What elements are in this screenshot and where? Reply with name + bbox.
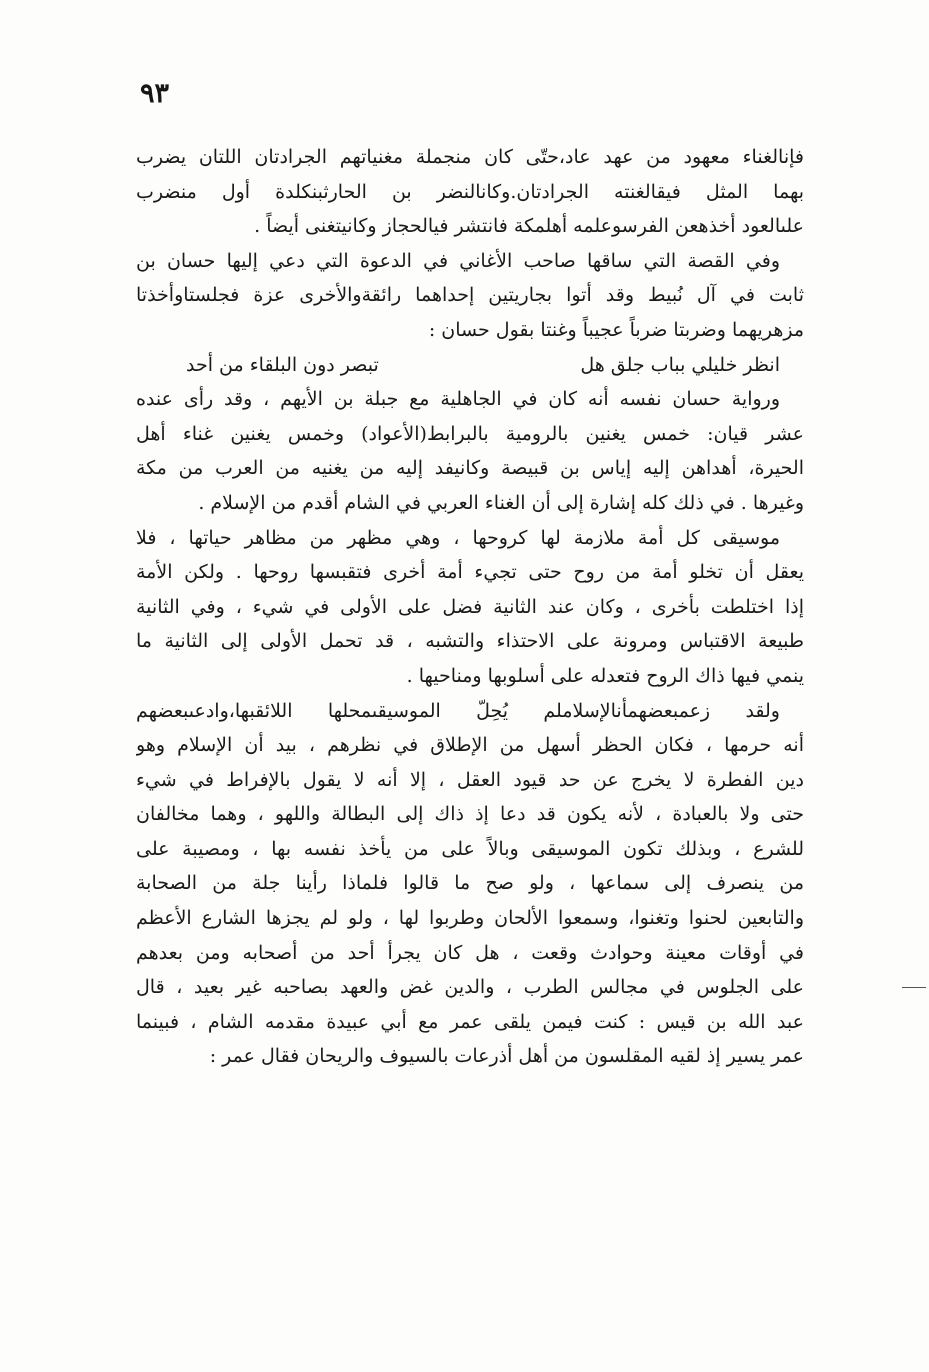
text-line: عبد الله بن قيس : كنت فيمن يلقى عمر مع أبي عبيدة مقدمه الشام ، فبينما bbox=[136, 1010, 804, 1033]
text-line: الحيرة، أهداهن إليه إياس بن قبيصة وكانيفد إليه من يغنيه من العرب من مكة bbox=[136, 457, 804, 480]
text-line: عمر يسير إذ لقيه المقلسون من أهل أذرعات بالسيوف والريحان فقال عمر : bbox=[209, 1045, 804, 1068]
text-line: علىالعود أخذهعن الفرسوعلمه أهلمكة فانتشر فيالحجاز وكانيتغنى أيضاً . bbox=[254, 215, 804, 238]
text-line: إذا اختلطت بأخرى ، وكان عند الثانية فضل على الأولى في شيء ، وفي الثانية bbox=[136, 595, 804, 618]
margin-mark bbox=[902, 987, 926, 988]
text-line: ثابت في آل نُبيط وقد أتوا بجاريتين إحداهما رائقةوالأخرى عزة فجلستاوأخذتا bbox=[136, 284, 804, 307]
text-line: والتابعين لحنوا وتغنوا، وسمعوا الألحان وطربوا لها ، ولو لم يجزها الشارع الأعظم bbox=[136, 907, 804, 930]
verse-first-hemistich: انظر خليلي بباب جلق هل bbox=[580, 353, 780, 376]
text-line: عشر قيان: خمس يغنين بالرومية بالبرابط(الأعواد) وخمس يغنين غناء أهل bbox=[136, 422, 804, 445]
text-line: دين الفطرة لا يخرج عن حد قيود العقل ، إلا أنه لا يقول بالإفراط في شيء bbox=[136, 768, 804, 791]
text-line: في أوقات معينة وحوادث وقعت ، هل كان يجرأ أحد من أصحابه ومن بعدهم bbox=[136, 941, 804, 964]
text-line: أنه حرمها ، فكان الحظر أسهل من الإطلاق في نظرهم ، بيد أن الإسلام وهو bbox=[136, 734, 804, 757]
text-line: ورواية حسان نفسه أنه كان في الجاهلية مع جبلة بن الأيهم ، وقد رأى عنده bbox=[136, 388, 780, 411]
text-line: حتى ولا بالعبادة ، لأنه يكون قد دعا إذ ذاك إلى البطالة واللهو ، وهما مخالفان bbox=[136, 803, 804, 826]
text-line: وفي القصة التي ساقها صاحب الأغاني في الدعوة التي دعي إليها حسان بن bbox=[136, 249, 780, 272]
text-line: بهما المثل فيقالغنته الجرادتان.وكانالنضر بن الحارثبنكلدة أول منضرب bbox=[136, 180, 804, 203]
text-line: ينمي فيها ذاك الروح فتعدله على أسلوبها ومناحيها . bbox=[406, 664, 804, 687]
text-line: للشرع ، وبذلك تكون الموسيقى وبالاً على من يأخذ نفسه بها ، ومصيبة على bbox=[136, 837, 804, 860]
verse-second-hemistich: تبصر دون البلقاء من أحد bbox=[186, 353, 379, 376]
text-line: طبيعة الاقتباس ومرونة على الاحتذاء والتشبه ، قد تحمل الأولى إلى الثانية ما bbox=[136, 630, 804, 653]
text-line: موسيقى كل أمة ملازمة لها كروحها ، وهي مظهر من مظاهر حياتها ، فلا bbox=[136, 526, 780, 549]
text-line: على الجلوس في مجالس الطرب ، والدين غض والعهد بصاحبه غير بعيد ، قال bbox=[136, 976, 804, 999]
poetry-verse bbox=[136, 348, 804, 383]
text-line: ولقد زعمبعضهمأنالإسلاملم يُحِلّ الموسيقىمحلها اللائقبها،وادعىبعضهم bbox=[136, 699, 780, 722]
page-number: ٩٣ bbox=[140, 78, 170, 109]
text-line: مزهريهما وضربتا ضرباً عجيباً وغنتا بقول حسان : bbox=[428, 318, 804, 341]
text-line: فإنالغناء معهود من عهد عاد،حتّى كان منجملة مغنياتهم الجرادتان اللتان يضرب bbox=[136, 146, 804, 168]
text-line: يعقل أن تخلو أمة من روح حتى تجيء أمة أخرى فتقبسها روحها . ولكن الأمة bbox=[136, 561, 804, 584]
body-text bbox=[136, 140, 804, 1074]
text-line: وغيرها . في ذلك كله إشارة إلى أن الغناء العربي في الشام أقدم من الإسلام . bbox=[198, 491, 804, 514]
text-line: من ينصرف إلى سماعها ، ولو صح ما قالوا فلماذا رأينا جلة من الصحابة bbox=[136, 872, 804, 895]
